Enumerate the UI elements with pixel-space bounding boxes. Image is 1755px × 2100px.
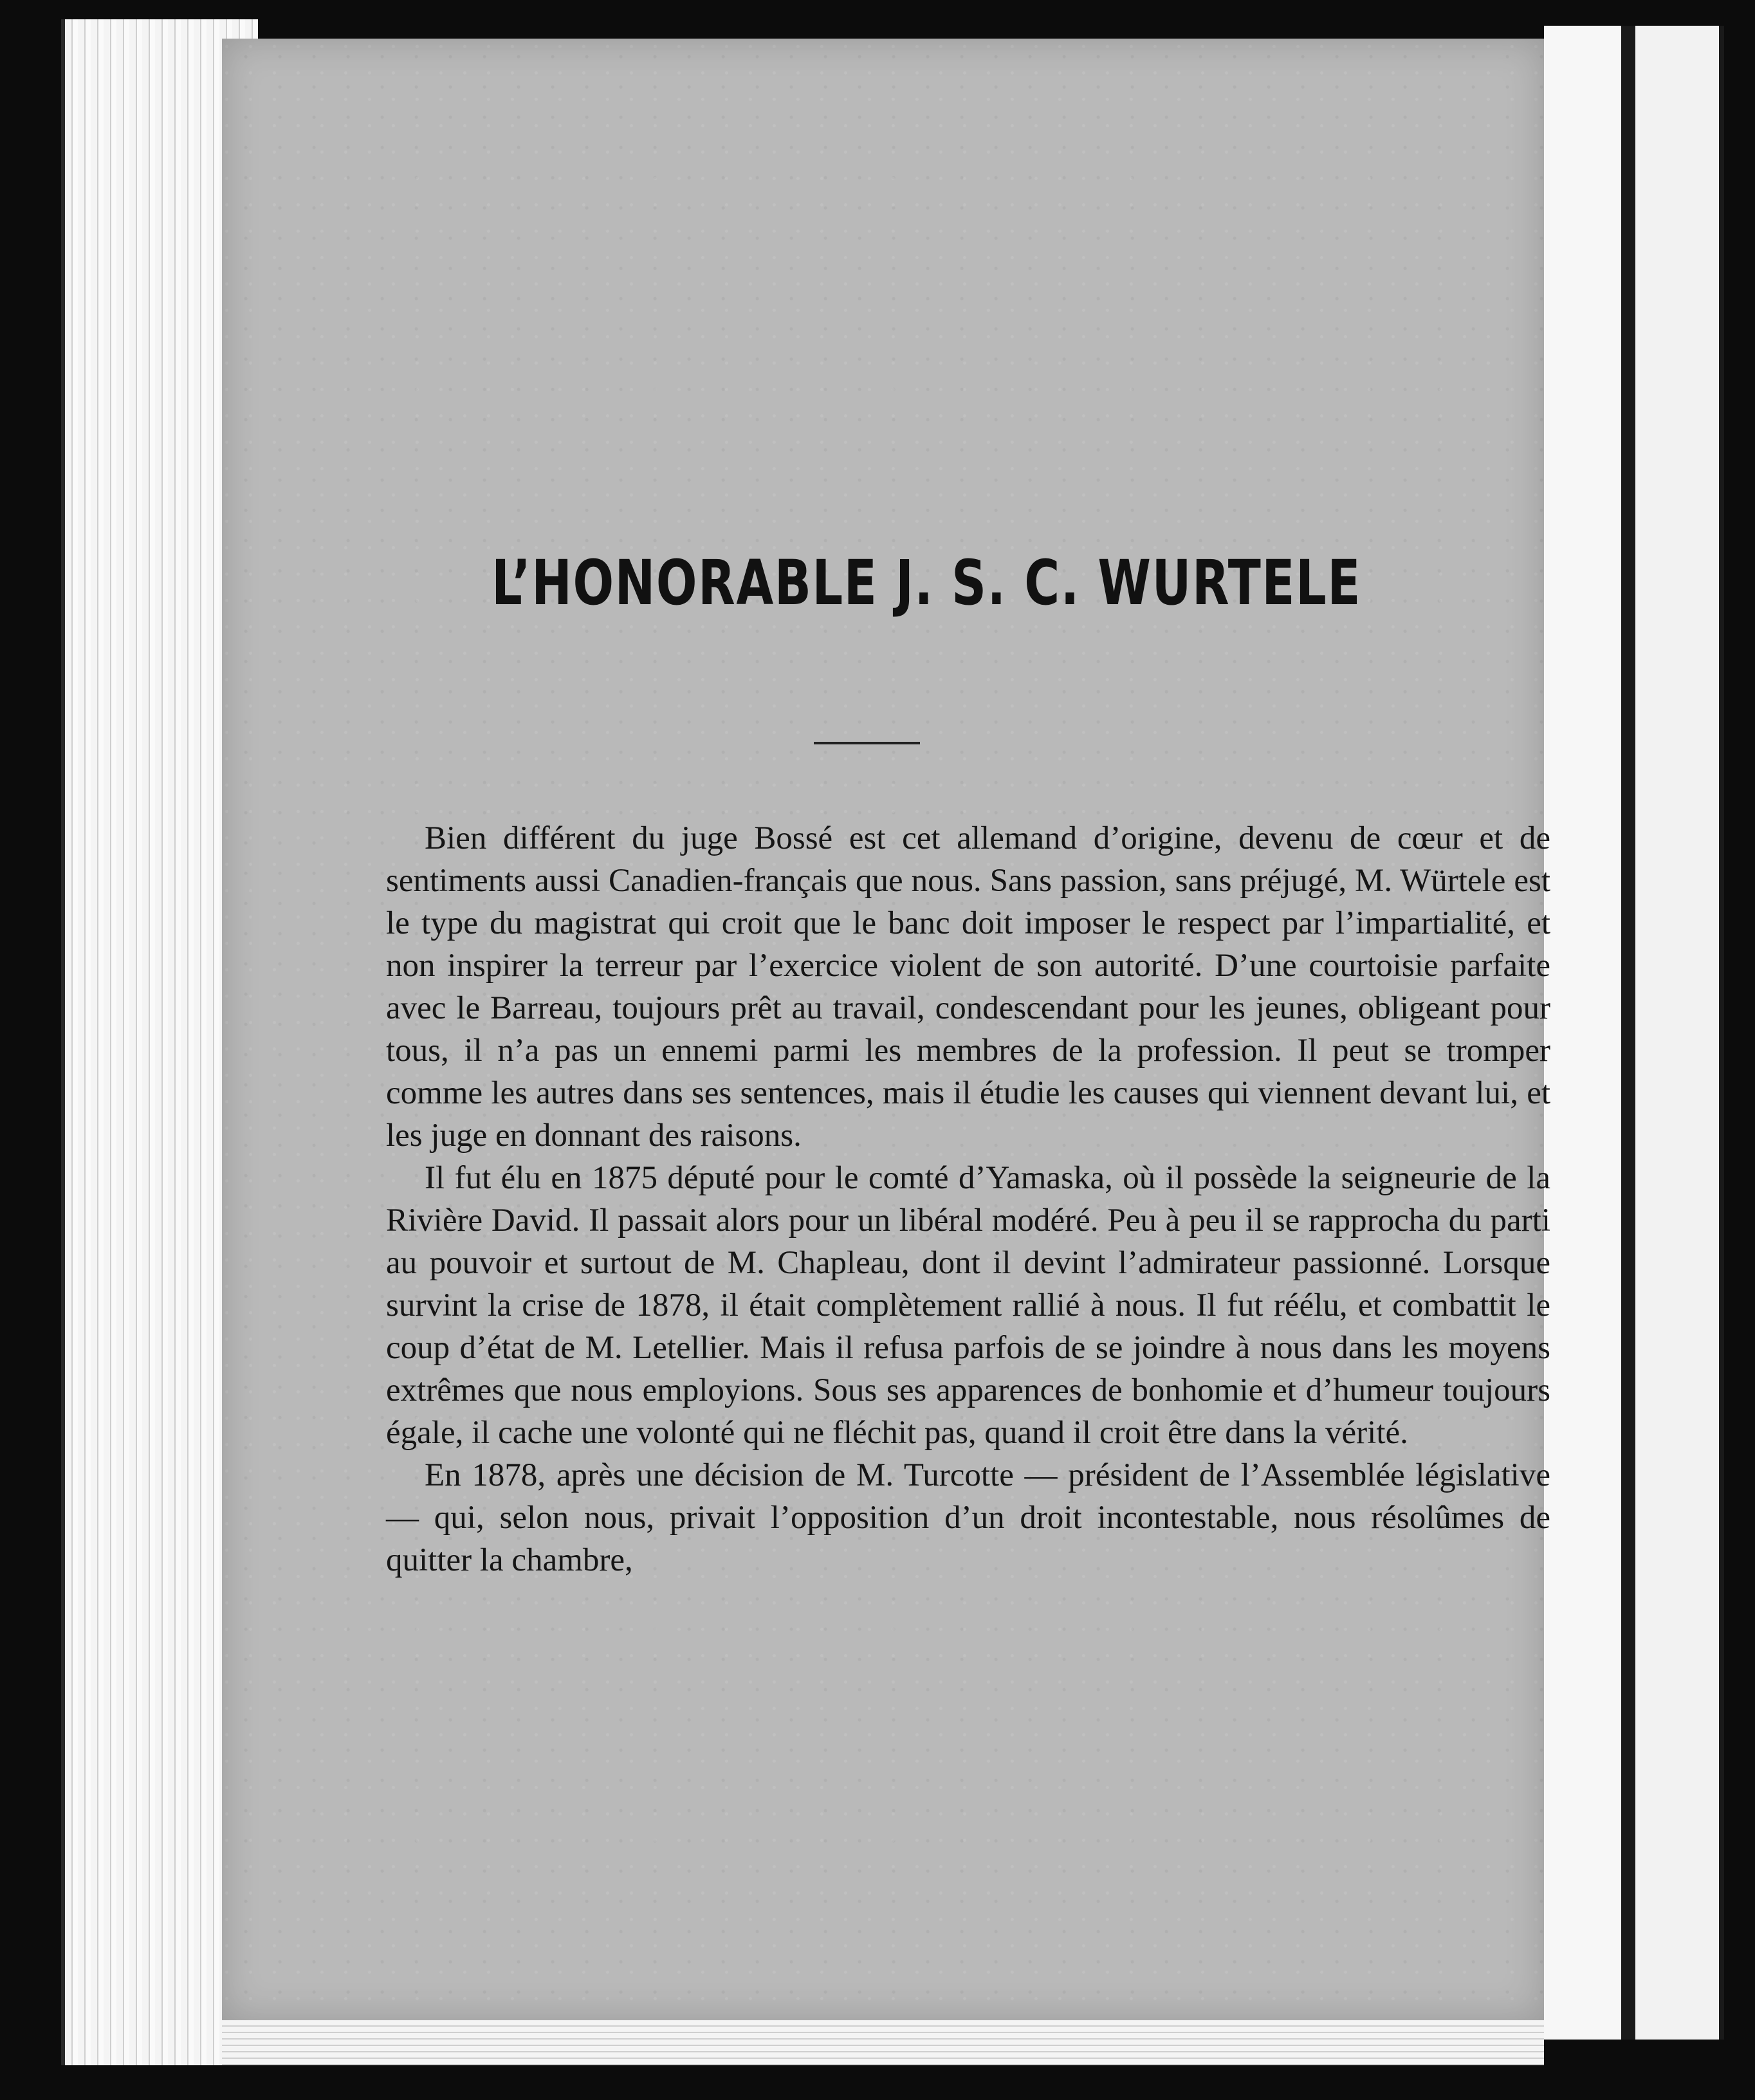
- book-page: [222, 39, 1550, 2020]
- page-divider: [1621, 26, 1635, 2040]
- paragraph-1: Bien différent du juge Bossé est cet allemand d’origine, devenu de cœur et de sentiments aussi Canadien-français que nous. Sans passion, sans préjugé, M. Würtele est le type du magistrat qui croit que le banc doit imposer le respect par l’impartialité, et non inspirer la terreur par l’exercice violent de son autorité. D’une courtoisie parfaite avec le Barreau, toujours prêt au travail, condescendant pour les jeunes, obligeant pour tous, il n’a pas un ennemi parmi les membres de la profession. Il peut se tromper comme les autres dans ses sentences, mais il étudie les causes qui viennent devant lui, et les juge en donnant des raisons.: [386, 820, 1550, 1154]
- paragraph-3: En 1878, après une décision de M. Turcotte — président de l’Assemblée législative — qui, selon nous, privait l’opposition d’un droit incontestable, nous résolûmes de quitter la chambre,: [386, 1457, 1550, 1578]
- paragraph-2: Il fut élu en 1875 député pour le comté d’Yamaska, où il possède la seigneurie de la Rivière David. Il passait alors pour un libéral modéré. Peu à peu il se rapprocha du parti au pouvoir et surtout de M. Chapleau, dont il devint l’admirateur passionné. Lorsque survint la crise de 1878, il était complètement rallié à nous. Il fut réélu, et combattit le coup d’état de M. Letellier. Mais il refusa parfois de se joindre à nous dans les moyens extrêmes que nous employions. Sous ses apparences de bonhomie et d’humeur toujours égale, il cache une volonté qui ne fléchit pas, quand il croit être dans la vérité.: [386, 1160, 1550, 1451]
- bottom-page-edges: [222, 2020, 1544, 2065]
- book-gutter: [1544, 26, 1621, 2040]
- title-separator-rule: [814, 742, 920, 744]
- next-page-edge: [1635, 26, 1724, 2040]
- body-text: [386, 817, 1550, 1581]
- page-title: L’HONORABLE J. S. C. WURTELE: [492, 547, 1362, 619]
